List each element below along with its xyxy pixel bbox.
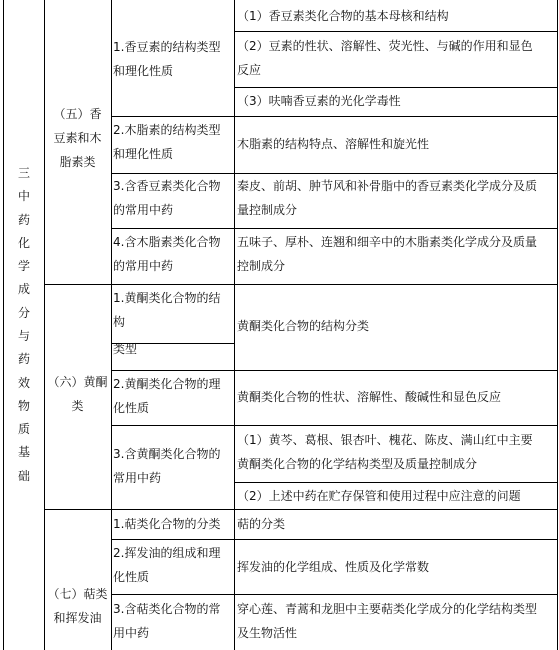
item-cell <box>113 286 220 361</box>
point-line: 穿心莲、青蒿和龙胆中主要萜类化学成分的化学结构类型 <box>237 602 538 616</box>
item-line: 4.含木脂素类化合物 <box>113 235 221 249</box>
point-cell <box>237 512 285 536</box>
point-cell <box>237 132 429 156</box>
item-line: 1.萜类化合物的分类 <box>113 517 221 531</box>
row-divider <box>111 594 558 595</box>
item-cell <box>113 174 220 222</box>
item-line: 1.香豆素的结构类型 <box>113 40 221 54</box>
group-label-line: （六）黄酮 <box>47 375 108 389</box>
point-line: 控制成分 <box>237 259 286 273</box>
group-label <box>44 582 111 630</box>
row-divider <box>111 116 558 117</box>
item-cell <box>113 541 220 589</box>
point-line: （2）豆素的性状、溶解性、荧光性、与碱的作用和显色 <box>237 39 533 53</box>
item-line: 3.含黄酮类化合物的 <box>113 447 221 461</box>
group-label-line: （七）萜类 <box>47 587 108 601</box>
point-line: 反应 <box>237 63 262 77</box>
point-cell <box>237 484 521 508</box>
point-cell <box>237 597 537 645</box>
point-line: （1）香豆素类化合物的基本母核和结构 <box>237 9 449 23</box>
item-cell <box>113 512 220 536</box>
section-label: 三 中 药 化 学 成 分 与 药 效 物 质 基 础 <box>17 165 30 483</box>
item-line: 化性质 <box>113 570 150 584</box>
item-line: 和理化性质 <box>113 64 174 78</box>
point-line: 量控制成分 <box>237 203 298 217</box>
group-label <box>44 102 111 174</box>
point-line: 黄酮类化合物的性状、溶解性、酸碱性和显色反应 <box>237 390 502 404</box>
point-cell <box>237 314 369 338</box>
item-line: 构 <box>113 315 126 329</box>
point-line: 及生物活性 <box>237 626 298 640</box>
item-line: 类型 <box>113 342 138 356</box>
row-divider <box>111 539 558 540</box>
item-cell <box>113 230 220 278</box>
row-divider <box>111 370 558 371</box>
point-cell <box>237 555 429 579</box>
point-cell <box>237 4 449 28</box>
point-line: 木脂素的结构特点、溶解性和旋光性 <box>237 137 430 151</box>
point-line: 黄酮类化合物的结构分类 <box>237 319 370 333</box>
point-cell <box>237 89 401 113</box>
column-divider <box>44 0 45 650</box>
item-cell <box>113 118 220 166</box>
item-line: 常用中药 <box>113 471 162 485</box>
column-divider <box>234 0 235 650</box>
item-line: 用中药 <box>113 626 150 640</box>
point-line: （3）呋喃香豆素的光化学毒性 <box>237 94 401 108</box>
item-line: 和理化性质 <box>113 147 174 161</box>
item-cell <box>113 597 220 645</box>
item-line: 化性质 <box>113 401 150 415</box>
item-line: 2.挥发油的组成和理 <box>113 546 221 560</box>
point-line: 黄酮类化合物的化学结构类型及质量控制成分 <box>237 457 478 471</box>
row-divider <box>111 228 558 229</box>
row-divider <box>44 284 558 285</box>
item-cell <box>113 35 220 83</box>
point-line: 五味子、厚朴、连翘和细辛中的木脂素类化学成分及质量 <box>237 235 538 249</box>
row-divider <box>234 87 558 88</box>
point-line: 萜的分类 <box>237 517 286 531</box>
column-divider <box>111 0 112 650</box>
group-label-line: 和挥发油 <box>53 611 102 625</box>
item-line: 3.含香豆素类化合物 <box>113 179 221 193</box>
point-line: （2）上述中药在贮存保管和使用过程中应注意的问题 <box>237 489 521 503</box>
group-label <box>44 370 111 418</box>
item-cell <box>113 372 220 420</box>
point-cell <box>237 34 533 82</box>
group-label-line: 脂素类 <box>59 155 96 169</box>
point-line: 挥发油的化学组成、性质及化学常数 <box>237 560 430 574</box>
item-line: 的常用中药 <box>113 203 174 217</box>
group-label-line: 豆素和木 <box>53 131 102 145</box>
item-line: 2.木脂素的结构类型 <box>113 123 221 137</box>
item-line: 1.黄酮类化合物的结 <box>113 291 221 305</box>
point-line: （1）黄芩、葛根、银杏叶、槐花、陈皮、满山红中主要 <box>237 433 533 447</box>
item-cell <box>113 442 220 490</box>
row-divider <box>234 482 558 483</box>
row-divider <box>234 31 558 32</box>
item-line: 2.黄酮类化合物的理 <box>113 377 221 391</box>
group-label-line: 类 <box>71 399 84 413</box>
item-line: 3.含萜类化合物的常 <box>113 602 221 616</box>
item-line: 的常用中药 <box>113 259 174 273</box>
table-border-right <box>557 0 558 650</box>
table-border-left <box>3 0 4 650</box>
group-label-line: （五）香 <box>53 107 102 121</box>
row-divider <box>111 425 558 426</box>
point-cell <box>237 385 501 409</box>
point-cell <box>237 174 537 222</box>
point-cell <box>237 230 537 278</box>
point-line: 秦皮、前胡、肿节风和补骨脂中的香豆素类化学成分及质 <box>237 179 538 193</box>
point-cell <box>237 428 533 476</box>
row-divider <box>44 509 558 510</box>
